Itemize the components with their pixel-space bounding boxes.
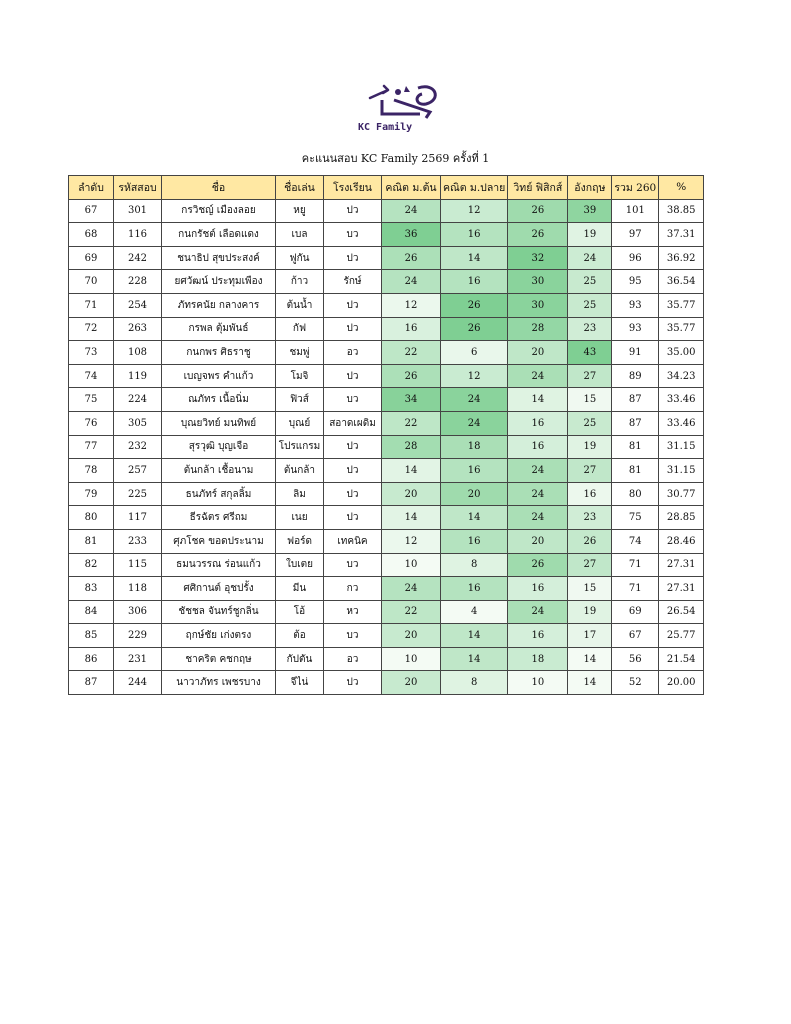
english-cell: 25 bbox=[568, 411, 612, 435]
rank-cell: 77 bbox=[69, 435, 114, 459]
science-physics-cell: 24 bbox=[508, 459, 568, 483]
exam-code-cell: 254 bbox=[114, 293, 162, 317]
math-lower-cell: 36 bbox=[382, 223, 441, 247]
exam-code-cell: 225 bbox=[114, 482, 162, 506]
school-cell: ปว bbox=[324, 671, 382, 695]
total-cell: 81 bbox=[612, 459, 659, 483]
percent-cell: 35.77 bbox=[659, 293, 704, 317]
math-upper-cell: 14 bbox=[441, 506, 508, 530]
total-cell: 93 bbox=[612, 317, 659, 341]
table-row bbox=[69, 553, 704, 577]
name-cell: เบญจพร คำแก้ว bbox=[162, 364, 276, 388]
math-upper-cell: 26 bbox=[441, 317, 508, 341]
school-header: โรงเรียน bbox=[324, 176, 382, 200]
nickname-cell: หยู bbox=[276, 199, 324, 223]
math-upper-cell: 8 bbox=[441, 553, 508, 577]
science-physics-cell: 24 bbox=[508, 600, 568, 624]
science-physics-cell: 24 bbox=[508, 364, 568, 388]
math-lower-header: คณิต ม.ต้น bbox=[382, 176, 441, 200]
math-upper-cell: 8 bbox=[441, 671, 508, 695]
school-cell: บว bbox=[324, 553, 382, 577]
name-cell: ภัทรคนัย กลางคาร bbox=[162, 293, 276, 317]
english-cell: 16 bbox=[568, 482, 612, 506]
rank-cell: 87 bbox=[69, 671, 114, 695]
exam-code-cell: 233 bbox=[114, 529, 162, 553]
exam-code-cell: 242 bbox=[114, 246, 162, 270]
nickname-cell: โอ้ bbox=[276, 600, 324, 624]
percent-cell: 28.85 bbox=[659, 506, 704, 530]
school-cell: หว bbox=[324, 600, 382, 624]
math-upper-cell: 24 bbox=[441, 388, 508, 412]
math-upper-cell: 12 bbox=[441, 364, 508, 388]
exam-code-cell: 228 bbox=[114, 270, 162, 294]
percent-cell: 36.92 bbox=[659, 246, 704, 270]
science-physics-cell: 26 bbox=[508, 223, 568, 247]
rank-cell: 75 bbox=[69, 388, 114, 412]
total-cell: 67 bbox=[612, 624, 659, 648]
english-cell: 23 bbox=[568, 317, 612, 341]
name-cell: ณภัทร เนื้อนิ่ม bbox=[162, 388, 276, 412]
total-cell: 95 bbox=[612, 270, 659, 294]
table-row bbox=[69, 671, 704, 695]
name-cell: ศศิกานต์ อุชปรั้ง bbox=[162, 577, 276, 601]
rank-cell: 81 bbox=[69, 529, 114, 553]
rank-cell: 86 bbox=[69, 647, 114, 671]
nickname-cell: กัปตัน bbox=[276, 647, 324, 671]
score-table bbox=[68, 175, 704, 695]
math-lower-cell: 20 bbox=[382, 482, 441, 506]
school-cell: ปว bbox=[324, 246, 382, 270]
school-cell: ปว bbox=[324, 293, 382, 317]
exam-code-cell: 108 bbox=[114, 341, 162, 365]
exam-code-cell: 305 bbox=[114, 411, 162, 435]
science-physics-cell: 20 bbox=[508, 529, 568, 553]
nickname-cell: จีไน่ bbox=[276, 671, 324, 695]
table-row bbox=[69, 270, 704, 294]
total-cell: 56 bbox=[612, 647, 659, 671]
math-upper-cell: 12 bbox=[441, 199, 508, 223]
rank-cell: 76 bbox=[69, 411, 114, 435]
math-lower-cell: 16 bbox=[382, 317, 441, 341]
english-cell: 26 bbox=[568, 529, 612, 553]
table-row bbox=[69, 364, 704, 388]
table-row bbox=[69, 411, 704, 435]
total-cell: 74 bbox=[612, 529, 659, 553]
school-cell: เทคนิค bbox=[324, 529, 382, 553]
table-row bbox=[69, 529, 704, 553]
english-cell: 25 bbox=[568, 293, 612, 317]
rank-cell: 84 bbox=[69, 600, 114, 624]
school-cell: อว bbox=[324, 647, 382, 671]
page-title: คะแนนสอบ KC Family 2569 ครั้งที่ 1 bbox=[301, 152, 490, 165]
math-upper-cell: 16 bbox=[441, 529, 508, 553]
school-cell: ปว bbox=[324, 364, 382, 388]
table-row bbox=[69, 647, 704, 671]
percent-cell: 27.31 bbox=[659, 553, 704, 577]
math-upper-cell: 24 bbox=[441, 411, 508, 435]
percent-cell: 36.54 bbox=[659, 270, 704, 294]
exam-code-cell: 118 bbox=[114, 577, 162, 601]
rank-cell: 83 bbox=[69, 577, 114, 601]
nickname-cell: โปรแกรม bbox=[276, 435, 324, 459]
english-cell: 19 bbox=[568, 600, 612, 624]
name-cell: สุรวุฒิ บุญเจือ bbox=[162, 435, 276, 459]
english-cell: 24 bbox=[568, 246, 612, 270]
math-lower-cell: 24 bbox=[382, 577, 441, 601]
total-header: รวม 260 bbox=[612, 176, 659, 200]
name-cell: ธีรฉัตร ศรีถม bbox=[162, 506, 276, 530]
school-cell: ปว bbox=[324, 459, 382, 483]
exam-code-cell: 306 bbox=[114, 600, 162, 624]
math-lower-cell: 20 bbox=[382, 624, 441, 648]
english-cell: 27 bbox=[568, 459, 612, 483]
percent-cell: 20.00 bbox=[659, 671, 704, 695]
total-cell: 91 bbox=[612, 341, 659, 365]
nickname-cell: มีน bbox=[276, 577, 324, 601]
math-lower-cell: 26 bbox=[382, 246, 441, 270]
english-cell: 14 bbox=[568, 671, 612, 695]
exam-code-cell: 115 bbox=[114, 553, 162, 577]
math-upper-cell: 14 bbox=[441, 624, 508, 648]
math-upper-header: คณิต ม.ปลาย bbox=[441, 176, 508, 200]
percent-cell: 28.46 bbox=[659, 529, 704, 553]
table-row bbox=[69, 435, 704, 459]
math-lower-cell: 20 bbox=[382, 671, 441, 695]
english-cell: 14 bbox=[568, 647, 612, 671]
rank-cell: 72 bbox=[69, 317, 114, 341]
percent-cell: 37.31 bbox=[659, 223, 704, 247]
table-row bbox=[69, 317, 704, 341]
science-physics-cell: 18 bbox=[508, 647, 568, 671]
rank-cell: 71 bbox=[69, 293, 114, 317]
exam-code-cell: 229 bbox=[114, 624, 162, 648]
rank-cell: 80 bbox=[69, 506, 114, 530]
science-physics-cell: 24 bbox=[508, 482, 568, 506]
english-cell: 15 bbox=[568, 388, 612, 412]
math-upper-cell: 26 bbox=[441, 293, 508, 317]
percent-cell: 31.15 bbox=[659, 459, 704, 483]
nickname-cell: ฟูกัน bbox=[276, 246, 324, 270]
english-cell: 19 bbox=[568, 435, 612, 459]
name-cell: ธมนวรรณ ร่อนแก้ว bbox=[162, 553, 276, 577]
name-cell: ชาคริต คชกฤษ bbox=[162, 647, 276, 671]
science-physics-cell: 30 bbox=[508, 293, 568, 317]
science-physics-cell: 10 bbox=[508, 671, 568, 695]
science-physics-cell: 32 bbox=[508, 246, 568, 270]
name-cell: กรวิชญ์ เมืองลอย bbox=[162, 199, 276, 223]
name-cell: ชัชชล จันทร์ชูกลิ่น bbox=[162, 600, 276, 624]
school-cell: ปว bbox=[324, 482, 382, 506]
rank-cell: 85 bbox=[69, 624, 114, 648]
english-header: อังกฤษ bbox=[568, 176, 612, 200]
english-cell: 27 bbox=[568, 364, 612, 388]
total-cell: 71 bbox=[612, 553, 659, 577]
science-physics-cell: 26 bbox=[508, 199, 568, 223]
table-header-row bbox=[69, 176, 704, 200]
nickname-cell: ต้นน้ำ bbox=[276, 293, 324, 317]
science-physics-cell: 16 bbox=[508, 624, 568, 648]
name-cell: ยศวัฒน์ ประทุมเพือง bbox=[162, 270, 276, 294]
nickname-cell: ชมพู่ bbox=[276, 341, 324, 365]
rank-cell: 79 bbox=[69, 482, 114, 506]
english-cell: 39 bbox=[568, 199, 612, 223]
math-upper-cell: 14 bbox=[441, 647, 508, 671]
table-row bbox=[69, 223, 704, 247]
total-cell: 71 bbox=[612, 577, 659, 601]
table-row bbox=[69, 199, 704, 223]
math-upper-cell: 16 bbox=[441, 577, 508, 601]
table-row bbox=[69, 341, 704, 365]
nickname-cell: ฟิวส์ bbox=[276, 388, 324, 412]
table-row bbox=[69, 246, 704, 270]
total-cell: 89 bbox=[612, 364, 659, 388]
table-row bbox=[69, 506, 704, 530]
school-cell: บว bbox=[324, 223, 382, 247]
math-lower-cell: 22 bbox=[382, 341, 441, 365]
table-row bbox=[69, 577, 704, 601]
nickname-cell: ลิม bbox=[276, 482, 324, 506]
total-cell: 93 bbox=[612, 293, 659, 317]
math-lower-cell: 26 bbox=[382, 364, 441, 388]
name-cell: กนกรัชต์ เลือดแดง bbox=[162, 223, 276, 247]
science-physics-cell: 26 bbox=[508, 553, 568, 577]
name-cell: ชนาธิป สุขประสงค์ bbox=[162, 246, 276, 270]
name-cell: ต้นกล้า เชื้อนาม bbox=[162, 459, 276, 483]
rank-cell: 74 bbox=[69, 364, 114, 388]
nickname-cell: ต้อ bbox=[276, 624, 324, 648]
exam-code-cell: 263 bbox=[114, 317, 162, 341]
percent-cell: 38.85 bbox=[659, 199, 704, 223]
school-cell: ปว bbox=[324, 435, 382, 459]
english-cell: 23 bbox=[568, 506, 612, 530]
math-lower-cell: 22 bbox=[382, 600, 441, 624]
total-cell: 80 bbox=[612, 482, 659, 506]
percent-cell: 33.46 bbox=[659, 388, 704, 412]
rank-cell: 73 bbox=[69, 341, 114, 365]
nickname-cell: ก้าว bbox=[276, 270, 324, 294]
math-lower-cell: 24 bbox=[382, 270, 441, 294]
total-cell: 96 bbox=[612, 246, 659, 270]
english-cell: 15 bbox=[568, 577, 612, 601]
exam-code-cell: 257 bbox=[114, 459, 162, 483]
math-lower-cell: 22 bbox=[382, 411, 441, 435]
rank-cell: 70 bbox=[69, 270, 114, 294]
table-row bbox=[69, 600, 704, 624]
math-lower-cell: 34 bbox=[382, 388, 441, 412]
table-row bbox=[69, 388, 704, 412]
percent-cell: 30.77 bbox=[659, 482, 704, 506]
school-cell: ปว bbox=[324, 317, 382, 341]
english-cell: 27 bbox=[568, 553, 612, 577]
percent-cell: 31.15 bbox=[659, 435, 704, 459]
nickname-cell: เนย bbox=[276, 506, 324, 530]
nickname-cell: โมจิ bbox=[276, 364, 324, 388]
school-cell: บว bbox=[324, 624, 382, 648]
percent-header: % bbox=[659, 176, 704, 200]
exam-code-cell: 117 bbox=[114, 506, 162, 530]
math-lower-cell: 10 bbox=[382, 553, 441, 577]
science-physics-header: วิทย์ ฟิสิกส์ bbox=[508, 176, 568, 200]
rank-cell: 67 bbox=[69, 199, 114, 223]
table-row bbox=[69, 482, 704, 506]
exam-code-cell: 231 bbox=[114, 647, 162, 671]
science-physics-cell: 16 bbox=[508, 435, 568, 459]
rank-header: ลำดับ bbox=[69, 176, 114, 200]
nickname-cell: ฟอร์ด bbox=[276, 529, 324, 553]
percent-cell: 26.54 bbox=[659, 600, 704, 624]
rank-cell: 78 bbox=[69, 459, 114, 483]
science-physics-cell: 16 bbox=[508, 411, 568, 435]
name-header: ชื่อ bbox=[162, 176, 276, 200]
nickname-cell: ต้นกล้า bbox=[276, 459, 324, 483]
percent-cell: 35.77 bbox=[659, 317, 704, 341]
english-cell: 19 bbox=[568, 223, 612, 247]
name-cell: นาวาภัทร เพชรบาง bbox=[162, 671, 276, 695]
name-cell: กนกพร ศิธราชู bbox=[162, 341, 276, 365]
percent-cell: 34.23 bbox=[659, 364, 704, 388]
school-cell: ปว bbox=[324, 506, 382, 530]
exam-code-cell: 244 bbox=[114, 671, 162, 695]
name-cell: ศุภโชค ขอดประนาม bbox=[162, 529, 276, 553]
math-upper-cell: 14 bbox=[441, 246, 508, 270]
school-cell: รักษ์ bbox=[324, 270, 382, 294]
science-physics-cell: 24 bbox=[508, 506, 568, 530]
math-upper-cell: 4 bbox=[441, 600, 508, 624]
school-cell: ปว bbox=[324, 199, 382, 223]
exam-code-cell: 119 bbox=[114, 364, 162, 388]
exam-code-cell: 116 bbox=[114, 223, 162, 247]
total-cell: 75 bbox=[612, 506, 659, 530]
nickname-header: ชื่อเล่น bbox=[276, 176, 324, 200]
science-physics-cell: 14 bbox=[508, 388, 568, 412]
percent-cell: 21.54 bbox=[659, 647, 704, 671]
exam-code-cell: 224 bbox=[114, 388, 162, 412]
percent-cell: 33.46 bbox=[659, 411, 704, 435]
math-lower-cell: 24 bbox=[382, 199, 441, 223]
math-upper-cell: 18 bbox=[441, 435, 508, 459]
math-upper-cell: 6 bbox=[441, 341, 508, 365]
science-physics-cell: 20 bbox=[508, 341, 568, 365]
rank-cell: 68 bbox=[69, 223, 114, 247]
percent-cell: 25.77 bbox=[659, 624, 704, 648]
math-upper-cell: 16 bbox=[441, 270, 508, 294]
total-cell: 87 bbox=[612, 388, 659, 412]
name-cell: ฤกษ์ชัย เก่งตรง bbox=[162, 624, 276, 648]
science-physics-cell: 30 bbox=[508, 270, 568, 294]
nickname-cell: ใบเตย bbox=[276, 553, 324, 577]
total-cell: 81 bbox=[612, 435, 659, 459]
percent-cell: 35.00 bbox=[659, 341, 704, 365]
math-upper-cell: 16 bbox=[441, 223, 508, 247]
english-cell: 43 bbox=[568, 341, 612, 365]
school-cell: อว bbox=[324, 341, 382, 365]
school-cell: สอาดเผดิม bbox=[324, 411, 382, 435]
total-cell: 101 bbox=[612, 199, 659, 223]
nickname-cell: เบล bbox=[276, 223, 324, 247]
total-cell: 52 bbox=[612, 671, 659, 695]
math-lower-cell: 10 bbox=[382, 647, 441, 671]
exam-code-cell: 232 bbox=[114, 435, 162, 459]
kc-family-logo bbox=[340, 78, 452, 138]
nickname-cell: กัฟ bbox=[276, 317, 324, 341]
math-lower-cell: 14 bbox=[382, 459, 441, 483]
total-cell: 87 bbox=[612, 411, 659, 435]
percent-cell: 27.31 bbox=[659, 577, 704, 601]
math-upper-cell: 20 bbox=[441, 482, 508, 506]
logo-text: KC Family bbox=[358, 122, 413, 133]
math-lower-cell: 14 bbox=[382, 506, 441, 530]
nickname-cell: บุณย์ bbox=[276, 411, 324, 435]
science-physics-cell: 28 bbox=[508, 317, 568, 341]
exam-code-header: รหัสสอบ bbox=[114, 176, 162, 200]
total-cell: 97 bbox=[612, 223, 659, 247]
school-cell: บว bbox=[324, 388, 382, 412]
table-row bbox=[69, 293, 704, 317]
table-row bbox=[69, 624, 704, 648]
english-cell: 17 bbox=[568, 624, 612, 648]
name-cell: กรพล ตุ้มพันธ์ bbox=[162, 317, 276, 341]
name-cell: ธนภัทร์ สกุลลิ้ม bbox=[162, 482, 276, 506]
english-cell: 25 bbox=[568, 270, 612, 294]
school-cell: กว bbox=[324, 577, 382, 601]
science-physics-cell: 16 bbox=[508, 577, 568, 601]
math-lower-cell: 12 bbox=[382, 529, 441, 553]
table-row bbox=[69, 459, 704, 483]
rank-cell: 69 bbox=[69, 246, 114, 270]
math-lower-cell: 12 bbox=[382, 293, 441, 317]
total-cell: 69 bbox=[612, 600, 659, 624]
math-upper-cell: 16 bbox=[441, 459, 508, 483]
exam-code-cell: 301 bbox=[114, 199, 162, 223]
name-cell: บุณยวิทย์ มนทิพย์ bbox=[162, 411, 276, 435]
math-lower-cell: 28 bbox=[382, 435, 441, 459]
rank-cell: 82 bbox=[69, 553, 114, 577]
